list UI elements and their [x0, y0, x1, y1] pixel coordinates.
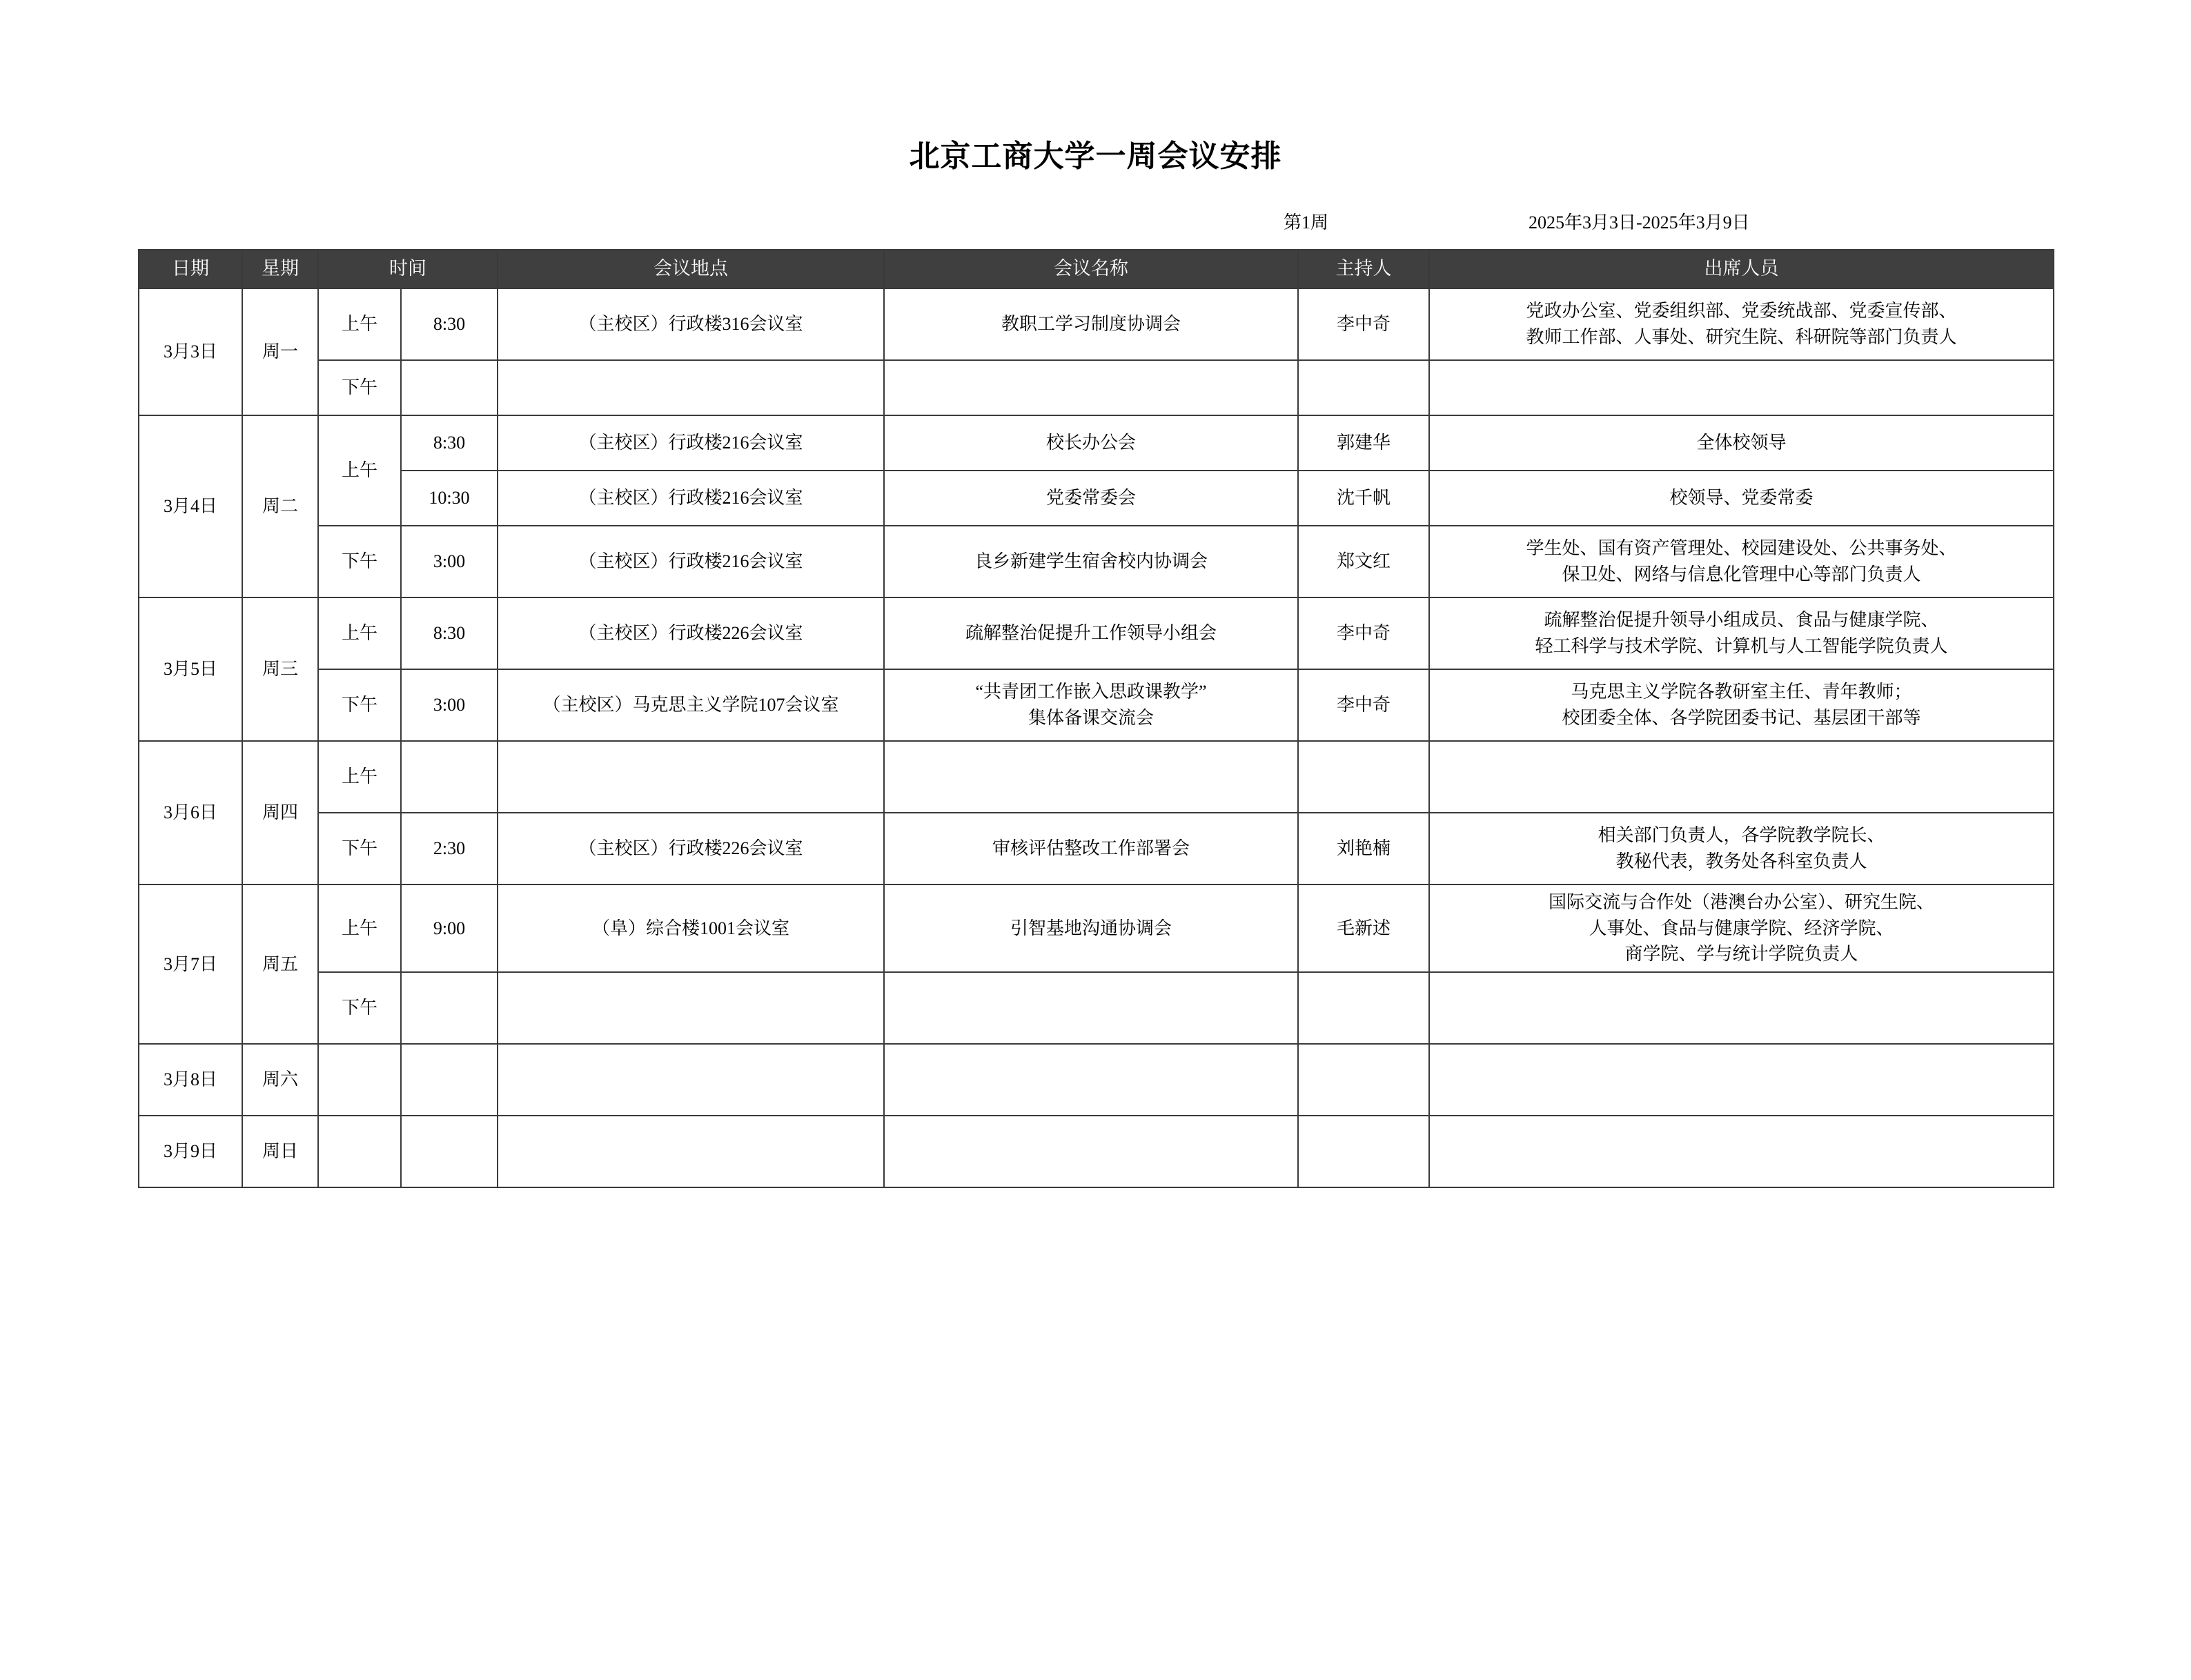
attendee-line: 党政办公室、党委组织部、党委统战部、党委宣传部、 — [1526, 301, 1957, 322]
cell-host: 刘艳楠 — [1298, 813, 1429, 885]
cell-weekday: 周一 — [242, 288, 318, 415]
table-row — [139, 415, 2054, 471]
cell-meeting: 校长办公会 — [884, 415, 1298, 471]
cell-attendees — [1429, 813, 2054, 885]
cell-place — [498, 1044, 884, 1116]
cell-time: 8:30 — [401, 415, 498, 471]
cell-date: 3月9日 — [139, 1116, 242, 1187]
cell-attendees: 校领导、党委常委 — [1429, 471, 2054, 526]
cell-place: （主校区）行政楼226会议室 — [498, 597, 884, 669]
table-row — [139, 1116, 2054, 1187]
cell-meeting — [884, 669, 1298, 741]
table-row — [139, 1044, 2054, 1116]
cell-host: 郭建华 — [1298, 415, 1429, 471]
cell-host — [1298, 360, 1429, 415]
cell-attendees — [1429, 1044, 2054, 1116]
cell-attendees — [1429, 1116, 2054, 1187]
cell-time: 8:30 — [401, 597, 498, 669]
cell-attendees — [1429, 597, 2054, 669]
header-host: 主持人 — [1298, 250, 1429, 288]
header-date: 日期 — [139, 250, 242, 288]
cell-meeting — [884, 1116, 1298, 1187]
meeting-line: 集体备课交流会 — [1028, 708, 1154, 728]
cell-date: 3月3日 — [139, 288, 242, 415]
attendee-line: 疏解整治促提升领导小组成员、食品与健康学院、 — [1544, 610, 1939, 631]
table-row — [139, 972, 2054, 1044]
table-row — [139, 360, 2054, 415]
cell-meeting — [884, 972, 1298, 1044]
cell-place: （主校区）行政楼316会议室 — [498, 288, 884, 360]
header-time: 时间 — [318, 250, 498, 288]
cell-date: 3月4日 — [139, 415, 242, 597]
cell-host — [1298, 972, 1429, 1044]
attendee-line: 教师工作部、人事处、研究生院、科研院等部门负责人 — [1526, 327, 1957, 347]
cell-date: 3月7日 — [139, 885, 242, 1044]
cell-attendees — [1429, 526, 2054, 597]
schedule-table — [138, 249, 2054, 1188]
cell-place — [498, 1116, 884, 1187]
cell-place — [498, 360, 884, 415]
cell-time — [401, 1044, 498, 1116]
cell-ampm: 下午 — [318, 813, 401, 885]
attendee-line: 人事处、食品与健康学院、经济学院、 — [1589, 918, 1894, 938]
meeting-line: “共青团工作嵌入思政课教学” — [975, 682, 1207, 702]
cell-time: 3:00 — [401, 669, 498, 741]
cell-meeting: 引智基地沟通协调会 — [884, 885, 1298, 972]
cell-host: 沈千帆 — [1298, 471, 1429, 526]
cell-attendees — [1429, 669, 2054, 741]
attendee-line: 校团委全体、各学院团委书记、基层团干部等 — [1562, 708, 1921, 728]
cell-weekday: 周日 — [242, 1116, 318, 1187]
cell-weekday: 周五 — [242, 885, 318, 1044]
cell-meeting — [884, 360, 1298, 415]
cell-meeting: 教职工学习制度协调会 — [884, 288, 1298, 360]
subtitle-row — [0, 208, 2191, 234]
cell-ampm: 上午 — [318, 597, 401, 669]
cell-time — [401, 972, 498, 1044]
attendee-line: 保卫处、网络与信息化管理中心等部门负责人 — [1562, 564, 1921, 584]
table-row — [139, 597, 2054, 669]
attendee-line: 相关部门负责人，各学院教学院长、 — [1598, 825, 1885, 846]
cell-meeting: 党委常委会 — [884, 471, 1298, 526]
cell-place — [498, 972, 884, 1044]
schedule-table-wrap — [0, 249, 2191, 1188]
cell-attendees — [1429, 972, 2054, 1044]
cell-host — [1298, 741, 1429, 813]
cell-meeting: 良乡新建学生宿舍校内协调会 — [884, 526, 1298, 597]
header-attendees: 出席人员 — [1429, 250, 2054, 288]
table-row — [139, 471, 2054, 526]
table-row — [139, 813, 2054, 885]
cell-time: 3:00 — [401, 526, 498, 597]
cell-ampm: 上午 — [318, 741, 401, 813]
header-place: 会议地点 — [498, 250, 884, 288]
cell-ampm: 下午 — [318, 669, 401, 741]
cell-time: 10:30 — [401, 471, 498, 526]
table-row — [139, 885, 2054, 972]
cell-attendees — [1429, 741, 2054, 813]
table-row — [139, 741, 2054, 813]
cell-place: （主校区）马克思主义学院107会议室 — [498, 669, 884, 741]
attendee-line: 马克思主义学院各教研室主任、青年教师； — [1571, 682, 1912, 702]
date-range-label: 2025年3月3日-2025年3月9日 — [1529, 213, 1750, 233]
header-meeting: 会议名称 — [884, 250, 1298, 288]
cell-attendees — [1429, 288, 2054, 360]
cell-attendees — [1429, 885, 2054, 972]
cell-host — [1298, 1116, 1429, 1187]
cell-place: （主校区）行政楼216会议室 — [498, 415, 884, 471]
cell-meeting: 审核评估整改工作部署会 — [884, 813, 1298, 885]
attendee-line: 国际交流与合作处（港澳台办公室）、研究生院、 — [1548, 892, 1934, 912]
cell-ampm: 下午 — [318, 360, 401, 415]
cell-time: 2:30 — [401, 813, 498, 885]
cell-ampm — [318, 1044, 401, 1116]
cell-place — [498, 741, 884, 813]
cell-attendees — [1429, 360, 2054, 415]
week-label: 第1周 — [1284, 213, 1329, 233]
attendee-line: 轻工科学与技术学院、计算机与人工智能学院负责人 — [1535, 636, 1948, 656]
cell-ampm: 下午 — [318, 972, 401, 1044]
cell-date: 3月6日 — [139, 741, 242, 885]
cell-place: （主校区）行政楼226会议室 — [498, 813, 884, 885]
table-row — [139, 288, 2054, 360]
cell-host: 李中奇 — [1298, 288, 1429, 360]
document-page — [0, 131, 2191, 1680]
cell-attendees: 全体校领导 — [1429, 415, 2054, 471]
cell-place: （主校区）行政楼216会议室 — [498, 471, 884, 526]
cell-host: 李中奇 — [1298, 597, 1429, 669]
cell-place: （阜）综合楼1001会议室 — [498, 885, 884, 972]
cell-weekday: 周四 — [242, 741, 318, 885]
cell-time — [401, 360, 498, 415]
table-row — [139, 526, 2054, 597]
cell-ampm: 下午 — [318, 526, 401, 597]
cell-host — [1298, 1044, 1429, 1116]
cell-meeting: 疏解整治促提升工作领导小组会 — [884, 597, 1298, 669]
attendee-line: 教秘代表，教务处各科室负责人 — [1615, 851, 1867, 871]
cell-place: （主校区）行政楼216会议室 — [498, 526, 884, 597]
cell-ampm — [318, 1116, 401, 1187]
cell-ampm: 上午 — [318, 288, 401, 360]
cell-date: 3月8日 — [139, 1044, 242, 1116]
cell-weekday: 周二 — [242, 415, 318, 597]
cell-date: 3月5日 — [139, 597, 242, 741]
cell-meeting — [884, 1044, 1298, 1116]
cell-time: 8:30 — [401, 288, 498, 360]
cell-host: 毛新述 — [1298, 885, 1429, 972]
cell-time: 9:00 — [401, 885, 498, 972]
cell-ampm: 上午 — [318, 415, 401, 526]
cell-meeting — [884, 741, 1298, 813]
attendee-line: 学生处、国有资产管理处、校园建设处、公共事务处、 — [1526, 538, 1957, 559]
cell-host: 郑文红 — [1298, 526, 1429, 597]
table-row — [139, 669, 2054, 741]
table-header-row — [139, 250, 2054, 288]
cell-time — [401, 741, 498, 813]
page-title: 北京工商大学一周会议安排 — [909, 139, 1282, 173]
cell-host: 李中奇 — [1298, 669, 1429, 741]
cell-weekday: 周三 — [242, 597, 318, 741]
cell-weekday: 周六 — [242, 1044, 318, 1116]
cell-time — [401, 1116, 498, 1187]
cell-ampm: 上午 — [318, 885, 401, 972]
attendee-line: 商学院、学与统计学院负责人 — [1624, 944, 1858, 965]
header-weekday: 星期 — [242, 250, 318, 288]
